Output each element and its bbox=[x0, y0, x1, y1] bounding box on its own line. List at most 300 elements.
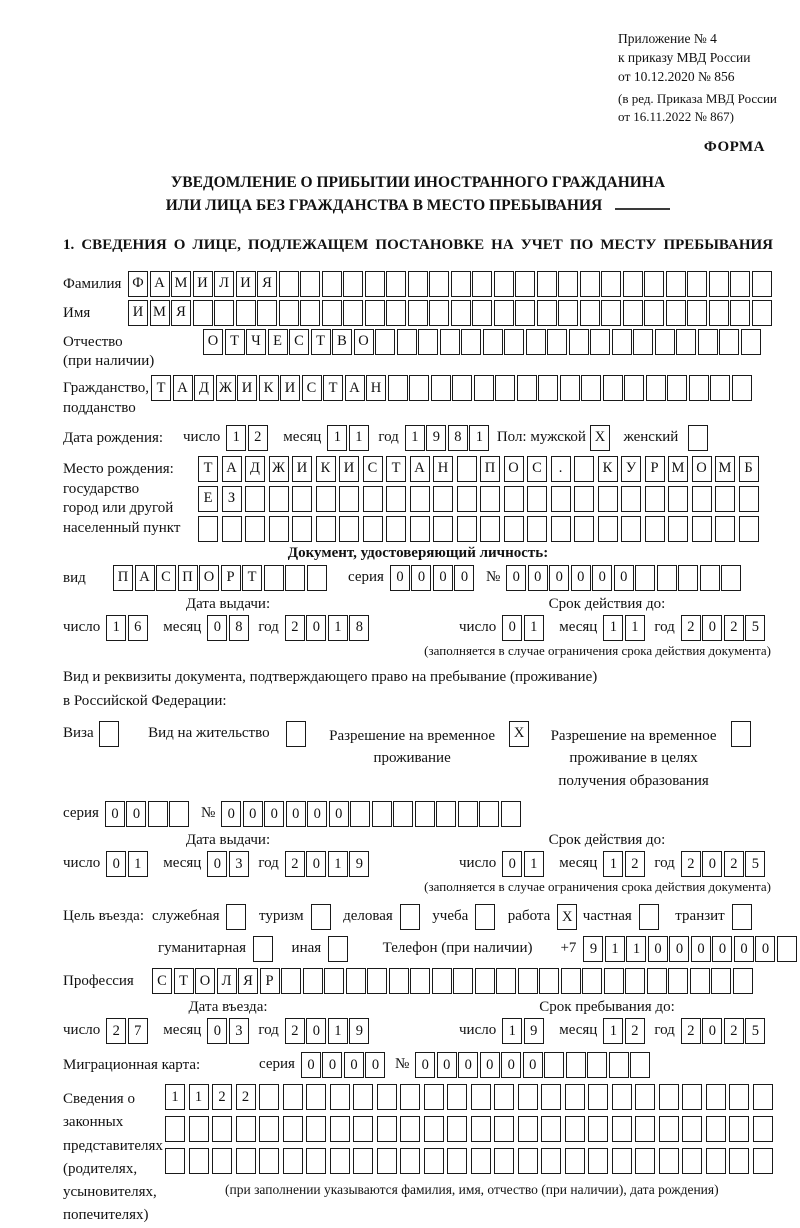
char-box bbox=[494, 1116, 514, 1142]
char-box bbox=[667, 375, 687, 401]
char-box bbox=[644, 271, 664, 297]
char-box bbox=[410, 968, 430, 994]
stay-day-boxes bbox=[502, 1018, 545, 1044]
char-box bbox=[527, 486, 547, 512]
representatives-note: (при заполнении указываются фамилия, имя, отчество (при наличии), дата рождения) bbox=[225, 1182, 719, 1198]
birth-month-boxes bbox=[327, 425, 370, 451]
char-box: З bbox=[222, 486, 242, 512]
char-box bbox=[668, 968, 688, 994]
phone-prefix: +7 bbox=[560, 940, 577, 957]
char-box bbox=[624, 375, 644, 401]
char-box: 7 bbox=[128, 1018, 148, 1044]
id-type-boxes bbox=[113, 565, 328, 591]
char-box: 0 bbox=[549, 565, 569, 591]
char-box bbox=[753, 1116, 773, 1142]
char-box bbox=[721, 565, 741, 591]
permit-series-label: серия bbox=[63, 805, 99, 822]
char-box bbox=[245, 516, 265, 542]
valid-until-heading: Срок действия до: bbox=[548, 832, 666, 849]
char-box bbox=[285, 565, 305, 591]
char-box: 0 bbox=[648, 936, 668, 962]
char-box bbox=[706, 1084, 726, 1110]
day-label: число bbox=[459, 618, 497, 635]
char-box bbox=[518, 1148, 538, 1174]
char-box bbox=[245, 486, 265, 512]
char-box: 9 bbox=[349, 1018, 369, 1044]
char-box bbox=[346, 968, 366, 994]
char-box bbox=[732, 904, 752, 930]
char-box bbox=[518, 1116, 538, 1142]
id-issue-date bbox=[63, 615, 431, 641]
permit-type-row bbox=[63, 721, 773, 793]
char-box: X bbox=[509, 721, 529, 747]
char-box: К bbox=[598, 456, 618, 482]
char-box bbox=[353, 1116, 373, 1142]
char-box: 2 bbox=[681, 615, 701, 641]
char-box: 0 bbox=[243, 801, 263, 827]
purpose-study-label: учеба bbox=[432, 908, 469, 925]
char-box: С bbox=[289, 329, 309, 355]
char-box: О bbox=[692, 456, 712, 482]
char-box bbox=[689, 375, 709, 401]
char-box bbox=[212, 1148, 232, 1174]
char-box bbox=[709, 300, 729, 326]
char-box bbox=[692, 516, 712, 542]
id-doc-heading: Документ, удостоверяющий личность: bbox=[287, 544, 549, 561]
char-box bbox=[386, 300, 406, 326]
char-box bbox=[226, 904, 246, 930]
char-box bbox=[303, 968, 323, 994]
purpose-row-2 bbox=[158, 936, 773, 962]
char-box bbox=[730, 300, 750, 326]
char-box bbox=[580, 271, 600, 297]
permit-valid-month-boxes bbox=[603, 851, 646, 877]
char-box bbox=[635, 1116, 655, 1142]
year-label: год bbox=[654, 618, 675, 635]
purpose-other-label: иная bbox=[291, 940, 322, 957]
char-box: 0 bbox=[415, 1052, 435, 1078]
char-box: . bbox=[551, 456, 571, 482]
char-box: Т bbox=[323, 375, 343, 401]
char-box: И bbox=[280, 375, 300, 401]
stay-until-col bbox=[431, 999, 773, 1044]
char-box: 0 bbox=[322, 1052, 342, 1078]
char-box: 0 bbox=[523, 1052, 543, 1078]
char-box bbox=[400, 904, 420, 930]
char-box: И bbox=[128, 300, 148, 326]
char-box: 1 bbox=[226, 425, 246, 451]
purpose-official-label: служебная bbox=[151, 908, 220, 925]
title-line-2: ИЛИ ЛИЦА БЕЗ ГРАЖДАНСТВА В МЕСТО ПРЕБЫВАНИЯ bbox=[63, 194, 773, 217]
char-box bbox=[537, 300, 557, 326]
char-box: Я bbox=[238, 968, 258, 994]
char-box bbox=[474, 375, 494, 401]
char-box bbox=[322, 300, 342, 326]
purpose-official-checkbox bbox=[226, 904, 248, 930]
birthplace-boxes-row2 bbox=[198, 486, 762, 512]
char-box: 0 bbox=[528, 565, 548, 591]
char-box: 0 bbox=[501, 1052, 521, 1078]
char-box: 3 bbox=[229, 1018, 249, 1044]
char-box: 0 bbox=[734, 936, 754, 962]
char-box bbox=[480, 486, 500, 512]
char-box: 1 bbox=[605, 936, 625, 962]
char-box bbox=[706, 1116, 726, 1142]
char-box: Д bbox=[245, 456, 265, 482]
char-box bbox=[400, 1084, 420, 1110]
citizenship-boxes bbox=[151, 375, 753, 401]
month-label: месяц bbox=[559, 1022, 598, 1039]
char-box: 0 bbox=[365, 1052, 385, 1078]
char-box bbox=[328, 936, 348, 962]
birthdate-row bbox=[63, 425, 773, 451]
residence-permit-label: Вид на жительство bbox=[148, 724, 270, 741]
char-box bbox=[429, 300, 449, 326]
day-label: число bbox=[63, 855, 101, 872]
char-box bbox=[440, 329, 460, 355]
char-box bbox=[621, 486, 641, 512]
char-box bbox=[257, 300, 277, 326]
char-box bbox=[451, 300, 471, 326]
char-box bbox=[574, 516, 594, 542]
char-box bbox=[668, 486, 688, 512]
char-box bbox=[447, 1084, 467, 1110]
char-box bbox=[432, 968, 452, 994]
sex-female-checkbox bbox=[688, 425, 710, 451]
char-box bbox=[447, 1116, 467, 1142]
purpose-humanitarian-checkbox bbox=[253, 936, 275, 962]
char-box bbox=[479, 801, 499, 827]
char-box bbox=[386, 271, 406, 297]
char-box: 2 bbox=[724, 615, 744, 641]
surname-row bbox=[63, 271, 773, 297]
char-box bbox=[659, 1084, 679, 1110]
document-title bbox=[63, 171, 773, 218]
char-box: Л bbox=[214, 271, 234, 297]
char-box: 1 bbox=[405, 425, 425, 451]
mig-number-boxes bbox=[415, 1052, 652, 1078]
char-box bbox=[612, 1148, 632, 1174]
year-label: год bbox=[258, 1022, 279, 1039]
char-box: 0 bbox=[221, 801, 241, 827]
permit-valid-year-boxes bbox=[681, 851, 767, 877]
char-box: Т bbox=[386, 456, 406, 482]
char-box: А bbox=[135, 565, 155, 591]
char-box bbox=[635, 1148, 655, 1174]
citizenship-label: Гражданство, подданство bbox=[63, 380, 150, 416]
char-box: Р bbox=[221, 565, 241, 591]
sex-female-label: женский bbox=[623, 428, 679, 445]
char-box bbox=[292, 516, 312, 542]
char-box: 1 bbox=[328, 1018, 348, 1044]
char-box: 0 bbox=[454, 565, 474, 591]
temp-edu-checkbox bbox=[731, 721, 753, 747]
char-box bbox=[544, 1052, 564, 1078]
char-box: 0 bbox=[207, 615, 227, 641]
char-box bbox=[259, 1084, 279, 1110]
char-box bbox=[471, 1116, 491, 1142]
mig-number-label: № bbox=[394, 1056, 410, 1073]
char-box bbox=[666, 300, 686, 326]
char-box bbox=[504, 486, 524, 512]
migration-card-row bbox=[63, 1052, 773, 1078]
char-box: Т bbox=[174, 968, 194, 994]
purpose-humanitarian-label: гуманитарная bbox=[158, 940, 247, 957]
char-box bbox=[587, 1052, 607, 1078]
char-box: Ч bbox=[246, 329, 266, 355]
char-box bbox=[236, 300, 256, 326]
char-box bbox=[668, 516, 688, 542]
char-box bbox=[687, 271, 707, 297]
char-box bbox=[581, 375, 601, 401]
char-box: 2 bbox=[236, 1084, 256, 1110]
permit-valid-col bbox=[431, 832, 773, 877]
char-box bbox=[551, 516, 571, 542]
char-box: 1 bbox=[524, 851, 544, 877]
char-box: 6 bbox=[128, 615, 148, 641]
char-box: 0 bbox=[502, 851, 522, 877]
char-box: 1 bbox=[349, 425, 369, 451]
char-box bbox=[635, 565, 655, 591]
char-box: 8 bbox=[229, 615, 249, 641]
representatives-row bbox=[63, 1084, 773, 1228]
char-box bbox=[526, 329, 546, 355]
entry-date bbox=[63, 1018, 431, 1044]
char-box bbox=[598, 486, 618, 512]
permit-series-row bbox=[63, 801, 773, 827]
char-box: 5 bbox=[745, 1018, 765, 1044]
purpose-study-checkbox bbox=[475, 904, 497, 930]
valid-until-heading: Срок действия до: bbox=[548, 595, 666, 612]
profession-boxes bbox=[152, 968, 754, 994]
char-box: О bbox=[504, 456, 524, 482]
char-box bbox=[539, 968, 559, 994]
char-box bbox=[363, 486, 383, 512]
char-box bbox=[558, 300, 578, 326]
char-box bbox=[566, 1052, 586, 1078]
annex-line: от 10.12.2020 № 856 bbox=[618, 68, 735, 84]
char-box bbox=[732, 375, 752, 401]
char-box bbox=[565, 1084, 585, 1110]
char-box: В bbox=[332, 329, 352, 355]
char-box bbox=[687, 300, 707, 326]
char-box: 1 bbox=[106, 615, 126, 641]
char-box bbox=[283, 1084, 303, 1110]
name-label: Имя bbox=[63, 304, 91, 321]
id-issue-month-boxes bbox=[207, 615, 250, 641]
char-box: 0 bbox=[264, 801, 284, 827]
char-box bbox=[565, 1148, 585, 1174]
month-label: месяц bbox=[559, 855, 598, 872]
char-box: Т bbox=[311, 329, 331, 355]
char-box bbox=[322, 271, 342, 297]
char-box: Н bbox=[366, 375, 386, 401]
char-box bbox=[676, 329, 696, 355]
char-box bbox=[324, 968, 344, 994]
char-box bbox=[698, 329, 718, 355]
char-box bbox=[483, 329, 503, 355]
issue-date-heading: Дата выдачи: bbox=[185, 832, 271, 849]
char-box: О bbox=[195, 968, 215, 994]
edition-line: (в ред. Приказа МВД России bbox=[618, 90, 777, 106]
char-box: А bbox=[173, 375, 193, 401]
purpose-tourism-label: туризм bbox=[258, 908, 304, 925]
char-box: 2 bbox=[285, 1018, 305, 1044]
char-box: 2 bbox=[625, 851, 645, 877]
char-box bbox=[604, 968, 624, 994]
char-box: 1 bbox=[625, 615, 645, 641]
char-box bbox=[350, 801, 370, 827]
permit-issue-day-boxes bbox=[106, 851, 149, 877]
char-box: 1 bbox=[328, 851, 348, 877]
char-box bbox=[475, 968, 495, 994]
visa-checkbox bbox=[99, 721, 121, 747]
char-box bbox=[601, 271, 621, 297]
char-box: П bbox=[178, 565, 198, 591]
char-box: 0 bbox=[390, 565, 410, 591]
char-box bbox=[682, 1116, 702, 1142]
char-box bbox=[300, 300, 320, 326]
char-box bbox=[471, 1148, 491, 1174]
char-box bbox=[496, 968, 516, 994]
id-type-label: вид bbox=[63, 569, 86, 586]
char-box bbox=[709, 271, 729, 297]
char-box: М bbox=[150, 300, 170, 326]
entry-date-heading: Дата въезда: bbox=[188, 999, 268, 1016]
char-box: Я bbox=[171, 300, 191, 326]
char-box bbox=[598, 516, 618, 542]
char-box bbox=[729, 1116, 749, 1142]
restriction-note: (заполняется в случае ограничения срока действия документа) bbox=[424, 642, 771, 658]
char-box bbox=[400, 1148, 420, 1174]
char-box bbox=[590, 329, 610, 355]
char-box: 9 bbox=[426, 425, 446, 451]
birthplace-row bbox=[63, 456, 773, 542]
char-box bbox=[494, 1084, 514, 1110]
char-box bbox=[472, 300, 492, 326]
char-box: 2 bbox=[106, 1018, 126, 1044]
section1-heading: 1. СВЕДЕНИЯ О ЛИЦЕ, ПОДЛЕЖАЩЕМ ПОСТАНОВКЕ НА УЧЕТ ПО МЕСТУ ПРЕБЫВАНИЯ bbox=[63, 236, 773, 253]
char-box bbox=[733, 968, 753, 994]
char-box: 1 bbox=[328, 615, 348, 641]
char-box: 0 bbox=[755, 936, 775, 962]
representatives-boxes-row3 bbox=[165, 1148, 776, 1174]
char-box bbox=[682, 1148, 702, 1174]
char-box: 1 bbox=[189, 1084, 209, 1110]
char-box bbox=[198, 516, 218, 542]
char-box: 1 bbox=[524, 615, 544, 641]
char-box: 2 bbox=[724, 1018, 744, 1044]
char-box bbox=[630, 1052, 650, 1078]
char-box bbox=[393, 801, 413, 827]
char-box: 0 bbox=[433, 565, 453, 591]
char-box: 0 bbox=[691, 936, 711, 962]
char-box bbox=[367, 968, 387, 994]
char-box: 2 bbox=[212, 1084, 232, 1110]
char-box bbox=[330, 1084, 350, 1110]
char-box: 0 bbox=[306, 615, 326, 641]
char-box bbox=[560, 375, 580, 401]
char-box bbox=[377, 1116, 397, 1142]
char-box: С bbox=[156, 565, 176, 591]
char-box: С bbox=[302, 375, 322, 401]
char-box bbox=[472, 271, 492, 297]
id-issue-day-boxes bbox=[106, 615, 149, 641]
char-box: 2 bbox=[724, 851, 744, 877]
permit-dates-block bbox=[63, 832, 773, 877]
char-box: 5 bbox=[745, 851, 765, 877]
char-box: 2 bbox=[681, 851, 701, 877]
char-box bbox=[729, 1084, 749, 1110]
char-box bbox=[386, 486, 406, 512]
permit-issue-year-boxes bbox=[285, 851, 371, 877]
char-box bbox=[612, 329, 632, 355]
char-box bbox=[558, 271, 578, 297]
char-box bbox=[279, 271, 299, 297]
temp-permit-label: Разрешение на временное проживание bbox=[329, 727, 496, 767]
char-box: О bbox=[354, 329, 374, 355]
char-box: X bbox=[557, 904, 577, 930]
char-box: 0 bbox=[411, 565, 431, 591]
char-box: П bbox=[480, 456, 500, 482]
representatives-boxes-row2 bbox=[165, 1116, 776, 1142]
char-box: Б bbox=[739, 456, 759, 482]
char-box bbox=[363, 516, 383, 542]
char-box bbox=[475, 904, 495, 930]
char-box bbox=[397, 329, 417, 355]
char-box bbox=[729, 1148, 749, 1174]
char-box bbox=[504, 329, 524, 355]
char-box: 1 bbox=[165, 1084, 185, 1110]
month-label: месяц bbox=[163, 618, 202, 635]
char-box bbox=[501, 801, 521, 827]
char-box: 0 bbox=[307, 801, 327, 827]
char-box bbox=[537, 271, 557, 297]
char-box bbox=[657, 565, 677, 591]
id-issue-year-boxes bbox=[285, 615, 371, 641]
day-label: число bbox=[63, 1022, 101, 1039]
char-box bbox=[433, 516, 453, 542]
day-label: число bbox=[459, 1022, 497, 1039]
char-box: 9 bbox=[583, 936, 603, 962]
id-doc-row bbox=[63, 565, 773, 591]
char-box: М bbox=[715, 456, 735, 482]
char-box bbox=[752, 271, 772, 297]
char-box bbox=[753, 1148, 773, 1174]
char-box bbox=[212, 1116, 232, 1142]
char-box: А bbox=[410, 456, 430, 482]
char-box bbox=[447, 1148, 467, 1174]
permit-valid-day-boxes bbox=[502, 851, 545, 877]
char-box bbox=[710, 375, 730, 401]
year-label: год bbox=[378, 428, 399, 445]
char-box: 0 bbox=[301, 1052, 321, 1078]
edition-line: от 16.11.2022 № 867) bbox=[618, 108, 735, 124]
char-box bbox=[659, 1148, 679, 1174]
char-box: Р bbox=[260, 968, 280, 994]
char-box bbox=[623, 300, 643, 326]
char-box bbox=[286, 721, 306, 747]
char-box bbox=[645, 516, 665, 542]
id-series-boxes bbox=[390, 565, 476, 591]
char-box: Н bbox=[433, 456, 453, 482]
char-box bbox=[518, 1084, 538, 1110]
char-box bbox=[409, 375, 429, 401]
id-valid-date bbox=[431, 615, 773, 641]
char-box: 0 bbox=[207, 851, 227, 877]
id-issue-col bbox=[63, 596, 431, 641]
char-box: 2 bbox=[285, 851, 305, 877]
